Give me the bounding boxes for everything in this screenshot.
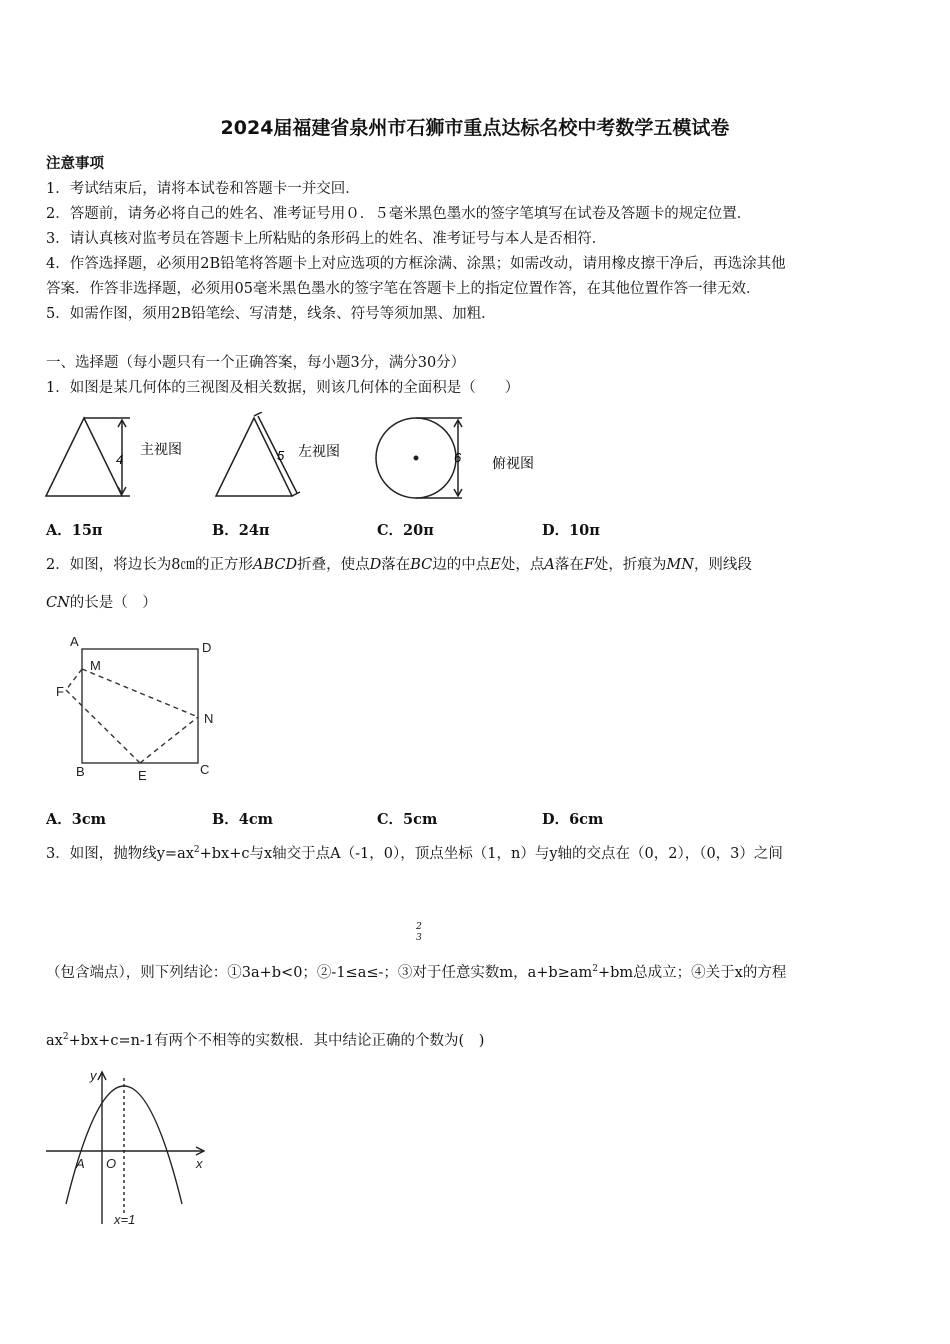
q3-symmetry-axis-label: x=1 — [114, 1212, 136, 1227]
notice-item-3: 3．请认真核对监考员在答题卡上所粘贴的条形码上的姓名、准考证号与本人是否相符． — [46, 231, 607, 247]
notice-item-5: 5．如需作图，须用2B铅笔绘、写清楚，线条、符号等须加黑、加粗． — [46, 306, 496, 322]
q2-label-m: M — [90, 658, 101, 673]
notice-item-4-cont: 答案．作答非选择题，必须用05毫米黑色墨水的签字笔在答题卡上的指定位置作答，在其他位置作答一律无效． — [46, 281, 761, 297]
q3-origin-label: O — [106, 1156, 117, 1171]
q3-y-axis-label: y — [90, 1068, 97, 1083]
section-heading: 一、选择题（每小题只有一个正确答案，每小题3分，满分30分） — [46, 355, 466, 371]
q2-label-c: C — [200, 762, 210, 777]
q1-slant-label: 5 — [277, 448, 285, 463]
q2-option-d[interactable]: D．6cm — [542, 811, 604, 828]
q3-stem-line1: 3．如图，抛物线$y=ax^2+bx+c$与x轴交于点A（-1，0），顶点坐标（1，n）与y轴的交点在（0，2），（0，3）之间 — [46, 845, 783, 862]
q2-label-b: B — [76, 764, 85, 779]
q3-fraction-numerator: 2 — [416, 922, 422, 932]
q2-option-b[interactable]: B．4cm — [212, 811, 274, 828]
q1-side-view-label: 左视图 — [298, 443, 340, 459]
q2-stem-line2: CN的长是（ ） — [46, 595, 157, 611]
q3-fraction — [414, 922, 424, 944]
q2-label-n: N — [204, 711, 214, 726]
q2-stem-line1: 2．如图，将边长为8㎝的正方形ABCD折叠，使点D落在BC边的中点E处，点A落在F处，折痕为MN，则线段 — [46, 557, 752, 573]
q2-option-c[interactable]: C．5cm — [377, 811, 438, 828]
q2-label-f: F — [56, 684, 64, 699]
q1-stem: 1．如图是某几何体的三视图及相关数据，则该几何体的全面积是（ ） — [46, 380, 520, 396]
page-title: 2024届福建省泉州市石狮市重点达标名校中考数学五模试卷 — [220, 117, 730, 139]
q2-option-a[interactable]: A．3cm — [46, 811, 107, 828]
q1-front-view-label: 主视图 — [140, 441, 182, 457]
q1-three-view-figure — [44, 412, 536, 502]
q1-top-view-label: 俯视图 — [492, 455, 534, 471]
notice-heading: 注意事项 — [46, 156, 104, 172]
q1-option-a[interactable]: A．15π — [46, 522, 103, 539]
q1-option-d[interactable]: D．10π — [542, 522, 600, 539]
q2-label-e: E — [138, 768, 147, 783]
notice-item-2: 2．答题前，请务必将自己的姓名、准考证号用０．５毫米黑色墨水的签字笔填写在试卷及答题卡的规定位置． — [46, 206, 752, 222]
notice-item-4: 4．作答选择题，必须用2B铅笔将答题卡上对应选项的方框涂满、涂黑；如需改动，请用橡皮擦干净后，再选涂其他 — [46, 256, 786, 272]
q2-label-a: A — [70, 634, 79, 649]
q1-diameter-label: 6 — [454, 450, 462, 465]
q3-stem-line2: （包含端点），则下列结论：①3a+b<0；②-1≤a≤-；③对于任意实数m，$a+b\ge am^2+bm$总成立；④关于x的方程 — [46, 964, 787, 981]
q2-square-figure — [52, 632, 224, 786]
q1-option-c[interactable]: C．20π — [377, 522, 434, 539]
q3-x-axis-label: x — [196, 1156, 203, 1171]
notice-item-1: 1．考试结束后，请将本试卷和答题卡一并交回． — [46, 181, 360, 197]
q3-fraction-denominator: 3 — [416, 933, 422, 943]
q3-stem-line3: $ax^2+bx+c=n-1$有两个不相等的实数根．其中结论正确的个数为( ) — [46, 1032, 485, 1049]
q1-height-label: 4 — [116, 452, 124, 467]
q3-point-a-label: A — [76, 1156, 85, 1171]
q3-parabola-figure — [44, 1064, 210, 1228]
q1-option-b[interactable]: B．24π — [212, 522, 270, 539]
q2-label-d: D — [202, 640, 212, 655]
